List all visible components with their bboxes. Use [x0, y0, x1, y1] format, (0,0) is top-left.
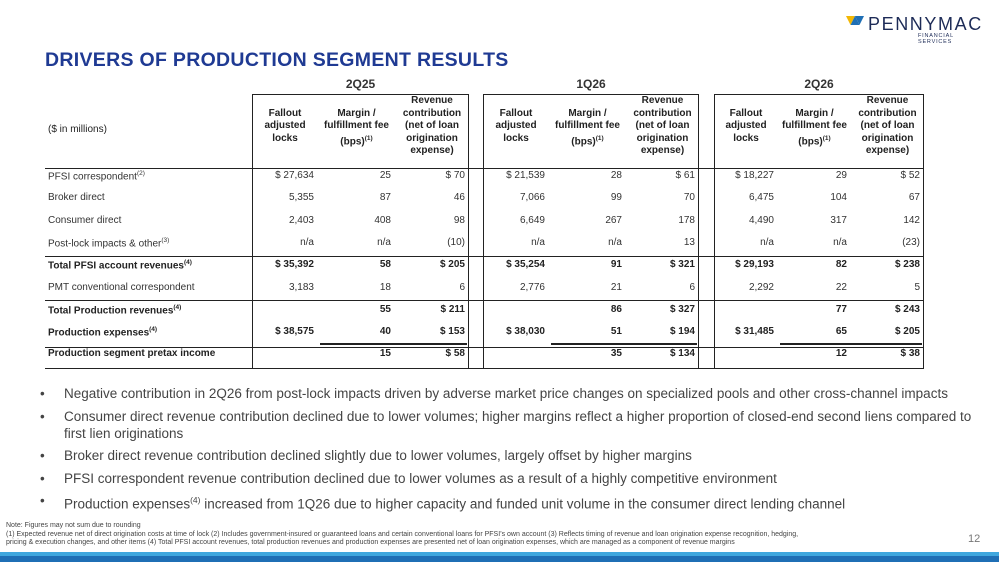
table-cell: $ 70: [445, 170, 465, 181]
units-label: ($ in millions): [48, 124, 107, 135]
table-cell: 18: [379, 282, 391, 293]
header-line: expense): [410, 145, 454, 156]
table-cell: 25: [379, 170, 391, 181]
column-header-revenue: [395, 95, 469, 158]
table-cell: 6: [459, 282, 465, 293]
table-cell: n/a: [608, 237, 622, 248]
subtotal-rule: [320, 343, 467, 345]
row-label: Production segment pretax income: [48, 348, 216, 359]
table-cell: 12: [835, 348, 847, 359]
table-cell: $ 134: [669, 348, 695, 359]
header-line: fulfillment fee: [554, 120, 620, 131]
footnotes: [6, 522, 961, 548]
table-cell: 13: [683, 237, 695, 248]
column-header-locks: [252, 108, 318, 146]
table-cell: n/a: [531, 237, 545, 248]
commentary-list: [40, 385, 975, 518]
header-line: Fallout: [268, 107, 302, 119]
table-cell: 77: [835, 304, 847, 315]
row-label: Consumer direct: [48, 215, 122, 226]
table-cell: 51: [610, 326, 622, 337]
header-line: origination: [406, 132, 458, 144]
bullet-item: • Consumer direct revenue contribution declined due to lower volumes; higher margins reflect a higher proportion of closed-end second liens compared to first lien originations: [40, 408, 972, 441]
table-cell: 5,355: [288, 192, 314, 203]
header-line: Revenue: [641, 95, 684, 106]
row-label: PMT conventional correspondent: [48, 282, 195, 293]
row-divider: [45, 256, 924, 257]
table-cell: $ 194: [669, 326, 695, 337]
table-cell: (23): [902, 237, 920, 248]
table-cell: 46: [453, 192, 465, 203]
header-line: (net of loan: [405, 120, 459, 131]
table-cell: 40: [379, 326, 391, 337]
table-cell: 2,292: [748, 282, 774, 293]
table-cell: 7,066: [519, 192, 545, 203]
table-cell: $ 38,575: [275, 326, 314, 337]
row-label: Broker direct: [48, 192, 105, 203]
table-cell: $ 327: [669, 304, 695, 315]
footnote-line: (1) Expected revenue net of direct origination costs at time of lock (2) Includes government-insured or guaranteed loans and certain conventional loans for PFSI’s own account (3) Reflects timing of revenue and loan origination expense recognition, hedging,: [6, 530, 799, 538]
table-cell: 4,490: [748, 215, 774, 226]
page-number: 12: [968, 533, 981, 545]
bullet-item: • Broker direct revenue contribution declined slightly due to lower volumes, largely offset by higher margins: [40, 448, 692, 463]
header-line: locks: [503, 132, 529, 144]
header-line: fulfillment fee: [323, 120, 389, 131]
table-cell: n/a: [833, 237, 847, 248]
table-cell: 35: [610, 348, 622, 359]
table-cell: 98: [453, 215, 465, 226]
table-cell: 28: [610, 170, 622, 181]
row-label: Total PFSI account revenues$^{(4)}$: [48, 259, 192, 272]
table-cell: n/a: [760, 237, 774, 248]
table-cell: $ 35,254: [506, 259, 545, 270]
header-line: (net of loan: [635, 120, 690, 131]
table-cell: 15: [379, 348, 391, 359]
header-line: (bps)$^{(1)}$: [571, 134, 604, 147]
table-cell: $ 35,392: [275, 259, 314, 270]
table-cell: 21: [610, 282, 622, 293]
period-2q25-header: 2Q25: [345, 77, 376, 91]
table-cell: 2,776: [519, 282, 545, 293]
table-cell: 29: [835, 170, 847, 181]
row-label: PFSI correspondent$^{(2)}$: [48, 170, 145, 183]
row-label: Post-lock impacts & other$^{(3)}$: [48, 237, 170, 250]
bullet-dot-icon: •: [40, 470, 45, 486]
bullet-dot-icon: •: [40, 386, 45, 401]
column-header-margin: [318, 108, 395, 149]
column-header-revenue: [851, 95, 924, 158]
bullet-dot-icon: •: [40, 448, 45, 463]
table-cell: $ 205: [894, 326, 920, 337]
table-cell: 67: [908, 192, 920, 203]
table-cell: $ 31,485: [735, 326, 774, 337]
header-line: origination: [861, 132, 914, 144]
table-cell: 104: [830, 192, 847, 203]
table-cell: n/a: [300, 237, 314, 248]
page-title: DRIVERS OF PRODUCTION SEGMENT RESULTS: [45, 49, 509, 71]
table-cell: $ 52: [900, 170, 920, 181]
header-line: Margin /: [568, 107, 607, 119]
row-label: Production expenses$^{(4)}$: [48, 326, 158, 339]
header-line: adjusted: [725, 120, 767, 131]
table-cell: 70: [683, 192, 695, 203]
row-divider: [45, 368, 924, 369]
table-cell: 82: [835, 259, 847, 270]
row-divider: [45, 347, 924, 348]
table-cell: $ 321: [669, 259, 695, 270]
subtotal-rule: [780, 343, 922, 345]
subtotal-rule: [551, 343, 697, 345]
table-cell: 58: [379, 259, 391, 270]
table-cell: (10): [447, 237, 465, 248]
table-cell: $ 61: [675, 170, 695, 181]
table-cell: 6: [689, 282, 695, 293]
header-line: locks: [272, 132, 298, 144]
table-cell: 178: [678, 215, 695, 226]
header-line: Fallout: [729, 107, 763, 119]
table-cell: 267: [605, 215, 622, 226]
table-cell: 55: [379, 304, 391, 315]
bullet-item: • PFSI correspondent revenue contribution declined due to lower volumes as a result of a highly competitive environment: [40, 470, 777, 486]
header-line: expense): [865, 145, 910, 156]
row-divider: [45, 300, 924, 301]
column-header-locks: [483, 108, 549, 146]
header-line: adjusted: [264, 120, 306, 131]
header-line: contribution: [402, 107, 462, 119]
table-cell: $ 205: [439, 259, 465, 270]
table-cell: 6,475: [748, 192, 774, 203]
table-cell: 6,649: [519, 215, 545, 226]
table-cell: $ 38,030: [506, 326, 545, 337]
header-line: Margin /: [795, 107, 834, 119]
bullet-dot-icon: •: [40, 493, 45, 508]
table-cell: $ 238: [894, 259, 920, 270]
table-cell: 65: [835, 326, 847, 337]
table-cell: 3,183: [288, 282, 314, 293]
column-header-locks: [714, 108, 778, 146]
table-cell: $ 21,539: [506, 170, 545, 181]
table-cell: 99: [610, 192, 622, 203]
table-cell: 408: [374, 215, 391, 226]
table-cell: $ 29,193: [735, 259, 774, 270]
header-line: Revenue: [866, 95, 909, 106]
bullet-dot-icon: •: [40, 408, 45, 424]
header-line: adjusted: [495, 120, 537, 131]
table-cell: $ 18,227: [735, 170, 774, 181]
table-cell: 86: [610, 304, 622, 315]
table-cell: 22: [835, 282, 847, 293]
table-cell: $ 38: [900, 348, 920, 359]
table-cell: n/a: [377, 237, 391, 248]
table-cell: 91: [610, 259, 622, 270]
bullet-item: • Production expenses$^{(4)}$ increased from 1Q26 due to higher capacity and funded unit volume in the consumer direct lending channel: [40, 493, 846, 512]
table-cell: 142: [903, 215, 920, 226]
row-divider: [45, 168, 924, 169]
header-line: fulfillment fee: [781, 120, 847, 131]
logo-wordmark: PENNYMAC: [868, 14, 983, 34]
header-line: (bps)$^{(1)}$: [340, 134, 373, 147]
column-header-margin: [778, 108, 851, 149]
column-header-revenue: [626, 95, 699, 158]
header-line: (net of loan: [860, 120, 915, 131]
table-cell: 87: [379, 192, 391, 203]
table-cell: $ 153: [439, 326, 465, 337]
header-line: locks: [733, 132, 759, 144]
table-cell: $ 27,634: [275, 170, 314, 181]
period-1q26-header: 1Q26: [576, 77, 606, 91]
header-line: Fallout: [499, 107, 533, 119]
table-cell: 5: [914, 282, 920, 293]
table-cell: 317: [830, 215, 847, 226]
period-2q26-header: 2Q26: [804, 77, 834, 91]
logo-tagline: FINANCIAL SERVICES: [918, 33, 954, 45]
bullet-item: • Negative contribution in 2Q26 from post-lock impacts driven by adverse market price changes on specialized pools and other cross-channel impacts: [40, 386, 948, 401]
header-line: Revenue: [411, 95, 453, 106]
pennymac-logo: [846, 14, 986, 45]
header-line: Margin /: [337, 107, 376, 119]
header-line: origination: [636, 132, 689, 144]
footnote-line: pricing & execution changes, and other items (4) Total PFSI account revenues, total production revenues and production expenses are presented net of loan origination expenses, which are managed as a component of revenue margins: [6, 539, 735, 546]
pennymac-flag-icon: [846, 16, 864, 30]
header-line: (bps)$^{(1)}$: [798, 134, 831, 147]
footer-band-dark: [0, 556, 999, 562]
footnote-line: Note: Figures may not sum due to rounding: [6, 522, 141, 529]
table-cell: $ 58: [445, 348, 465, 359]
table-cell: $ 243: [894, 304, 920, 315]
table-cell: 2,403: [288, 215, 314, 226]
column-header-margin: [549, 108, 626, 149]
header-line: contribution: [633, 107, 692, 119]
table-cell: $ 211: [440, 304, 465, 315]
row-label: Total Production revenues$^{(4)}$: [48, 304, 182, 317]
header-line: contribution: [858, 107, 917, 119]
header-line: expense): [640, 145, 685, 156]
